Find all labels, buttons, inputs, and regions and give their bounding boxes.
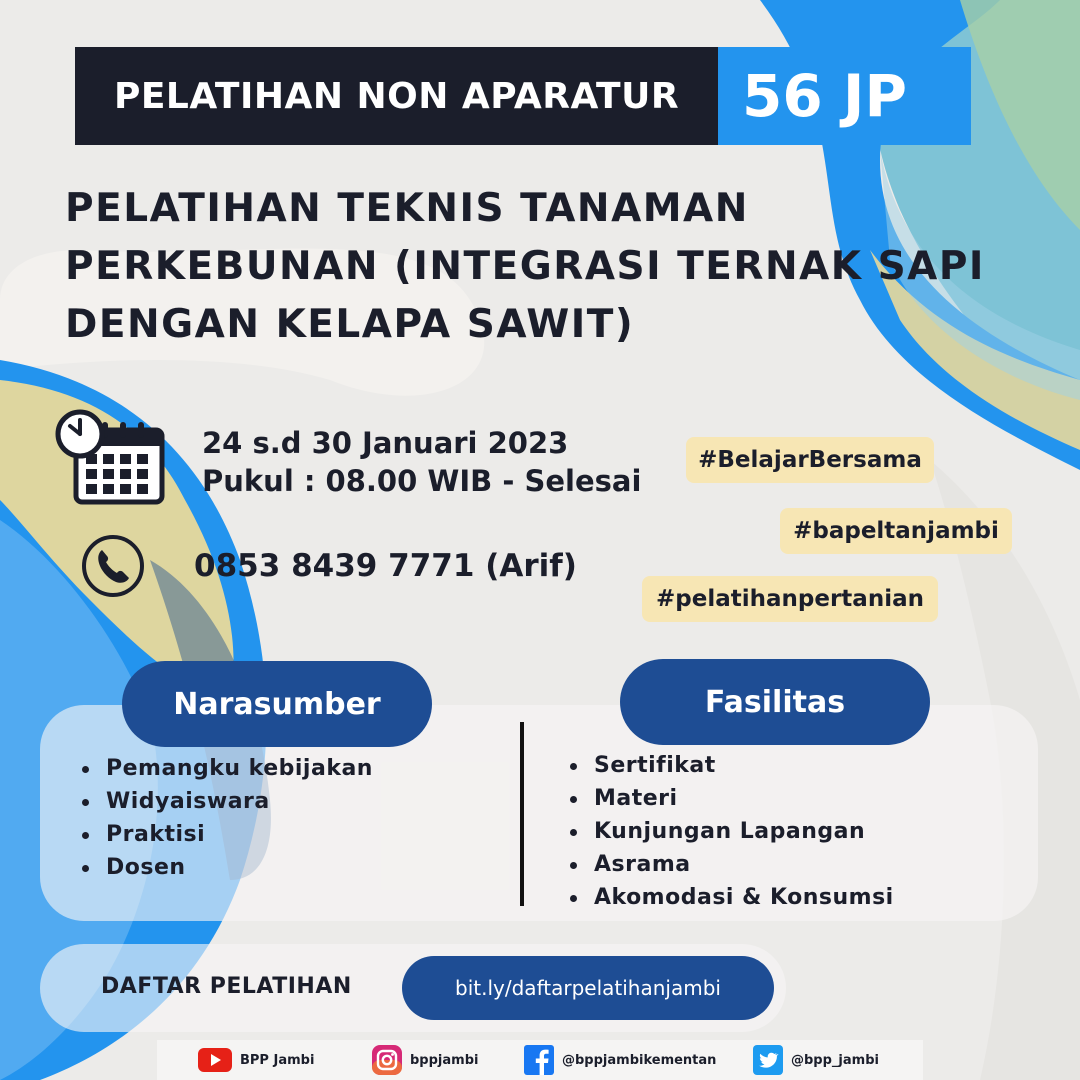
title-line-1: PELATIHAN TEKNIS TANAMAN xyxy=(65,186,749,231)
contact-phone: 0853 8439 7771 (Arif) xyxy=(194,548,577,584)
title-line-3: DENGAN KELAPA SAWIT) xyxy=(65,302,635,347)
facebook-icon xyxy=(524,1045,554,1075)
training-title xyxy=(65,180,1055,354)
instagram-handle: bppjambi xyxy=(410,1052,479,1068)
list-item: Materi xyxy=(568,782,894,815)
youtube-handle: BPP Jambi xyxy=(240,1052,315,1068)
facebook-handle: @bppjambikementan xyxy=(562,1052,717,1068)
list-item: Asrama xyxy=(568,848,894,881)
hours-badge: 56 JP xyxy=(718,47,971,145)
narasumber-list xyxy=(80,752,373,884)
twitter-handle: @bpp_jambi xyxy=(791,1052,879,1068)
list-item: Praktisi xyxy=(80,818,373,851)
twitter-icon xyxy=(753,1045,783,1075)
fasilitas-heading: Fasilitas xyxy=(620,659,930,745)
training-date: 24 s.d 30 Januari 2023 xyxy=(202,426,569,460)
calendar-clock-icon xyxy=(54,408,166,506)
hashtag-pelatihanpertanian: #pelatihanpertanian xyxy=(642,576,938,622)
registration-link[interactable]: bit.ly/daftarpelatihanjambi xyxy=(402,956,774,1020)
training-time: Pukul : 08.00 WIB - Selesai xyxy=(202,464,642,498)
phone-icon xyxy=(80,533,146,599)
panel-divider xyxy=(520,722,524,906)
fasilitas-list xyxy=(568,749,894,914)
list-item: Pemangku kebijakan xyxy=(80,752,373,785)
list-item: Dosen xyxy=(80,851,373,884)
social-youtube[interactable] xyxy=(198,1045,314,1075)
instagram-icon xyxy=(372,1045,402,1075)
youtube-icon xyxy=(198,1048,232,1072)
social-twitter[interactable] xyxy=(753,1045,879,1075)
category-banner: PELATIHAN NON APARATUR xyxy=(75,47,718,145)
list-item: Kunjungan Lapangan xyxy=(568,815,894,848)
list-item: Sertifikat xyxy=(568,749,894,782)
social-instagram[interactable] xyxy=(372,1045,478,1075)
list-item: Akomodasi & Konsumsi xyxy=(568,881,894,914)
title-line-2: PERKEBUNAN (INTEGRASI TERNAK SAPI xyxy=(65,244,985,289)
registration-label: DAFTAR PELATIHAN xyxy=(101,974,352,999)
hashtag-bapeltanjambi: #bapeltanjambi xyxy=(780,508,1012,554)
list-item: Widyaiswara xyxy=(80,785,373,818)
social-facebook[interactable] xyxy=(524,1045,716,1075)
hashtag-belajarbersama: #BelajarBersama xyxy=(686,437,934,483)
narasumber-heading: Narasumber xyxy=(122,661,432,747)
